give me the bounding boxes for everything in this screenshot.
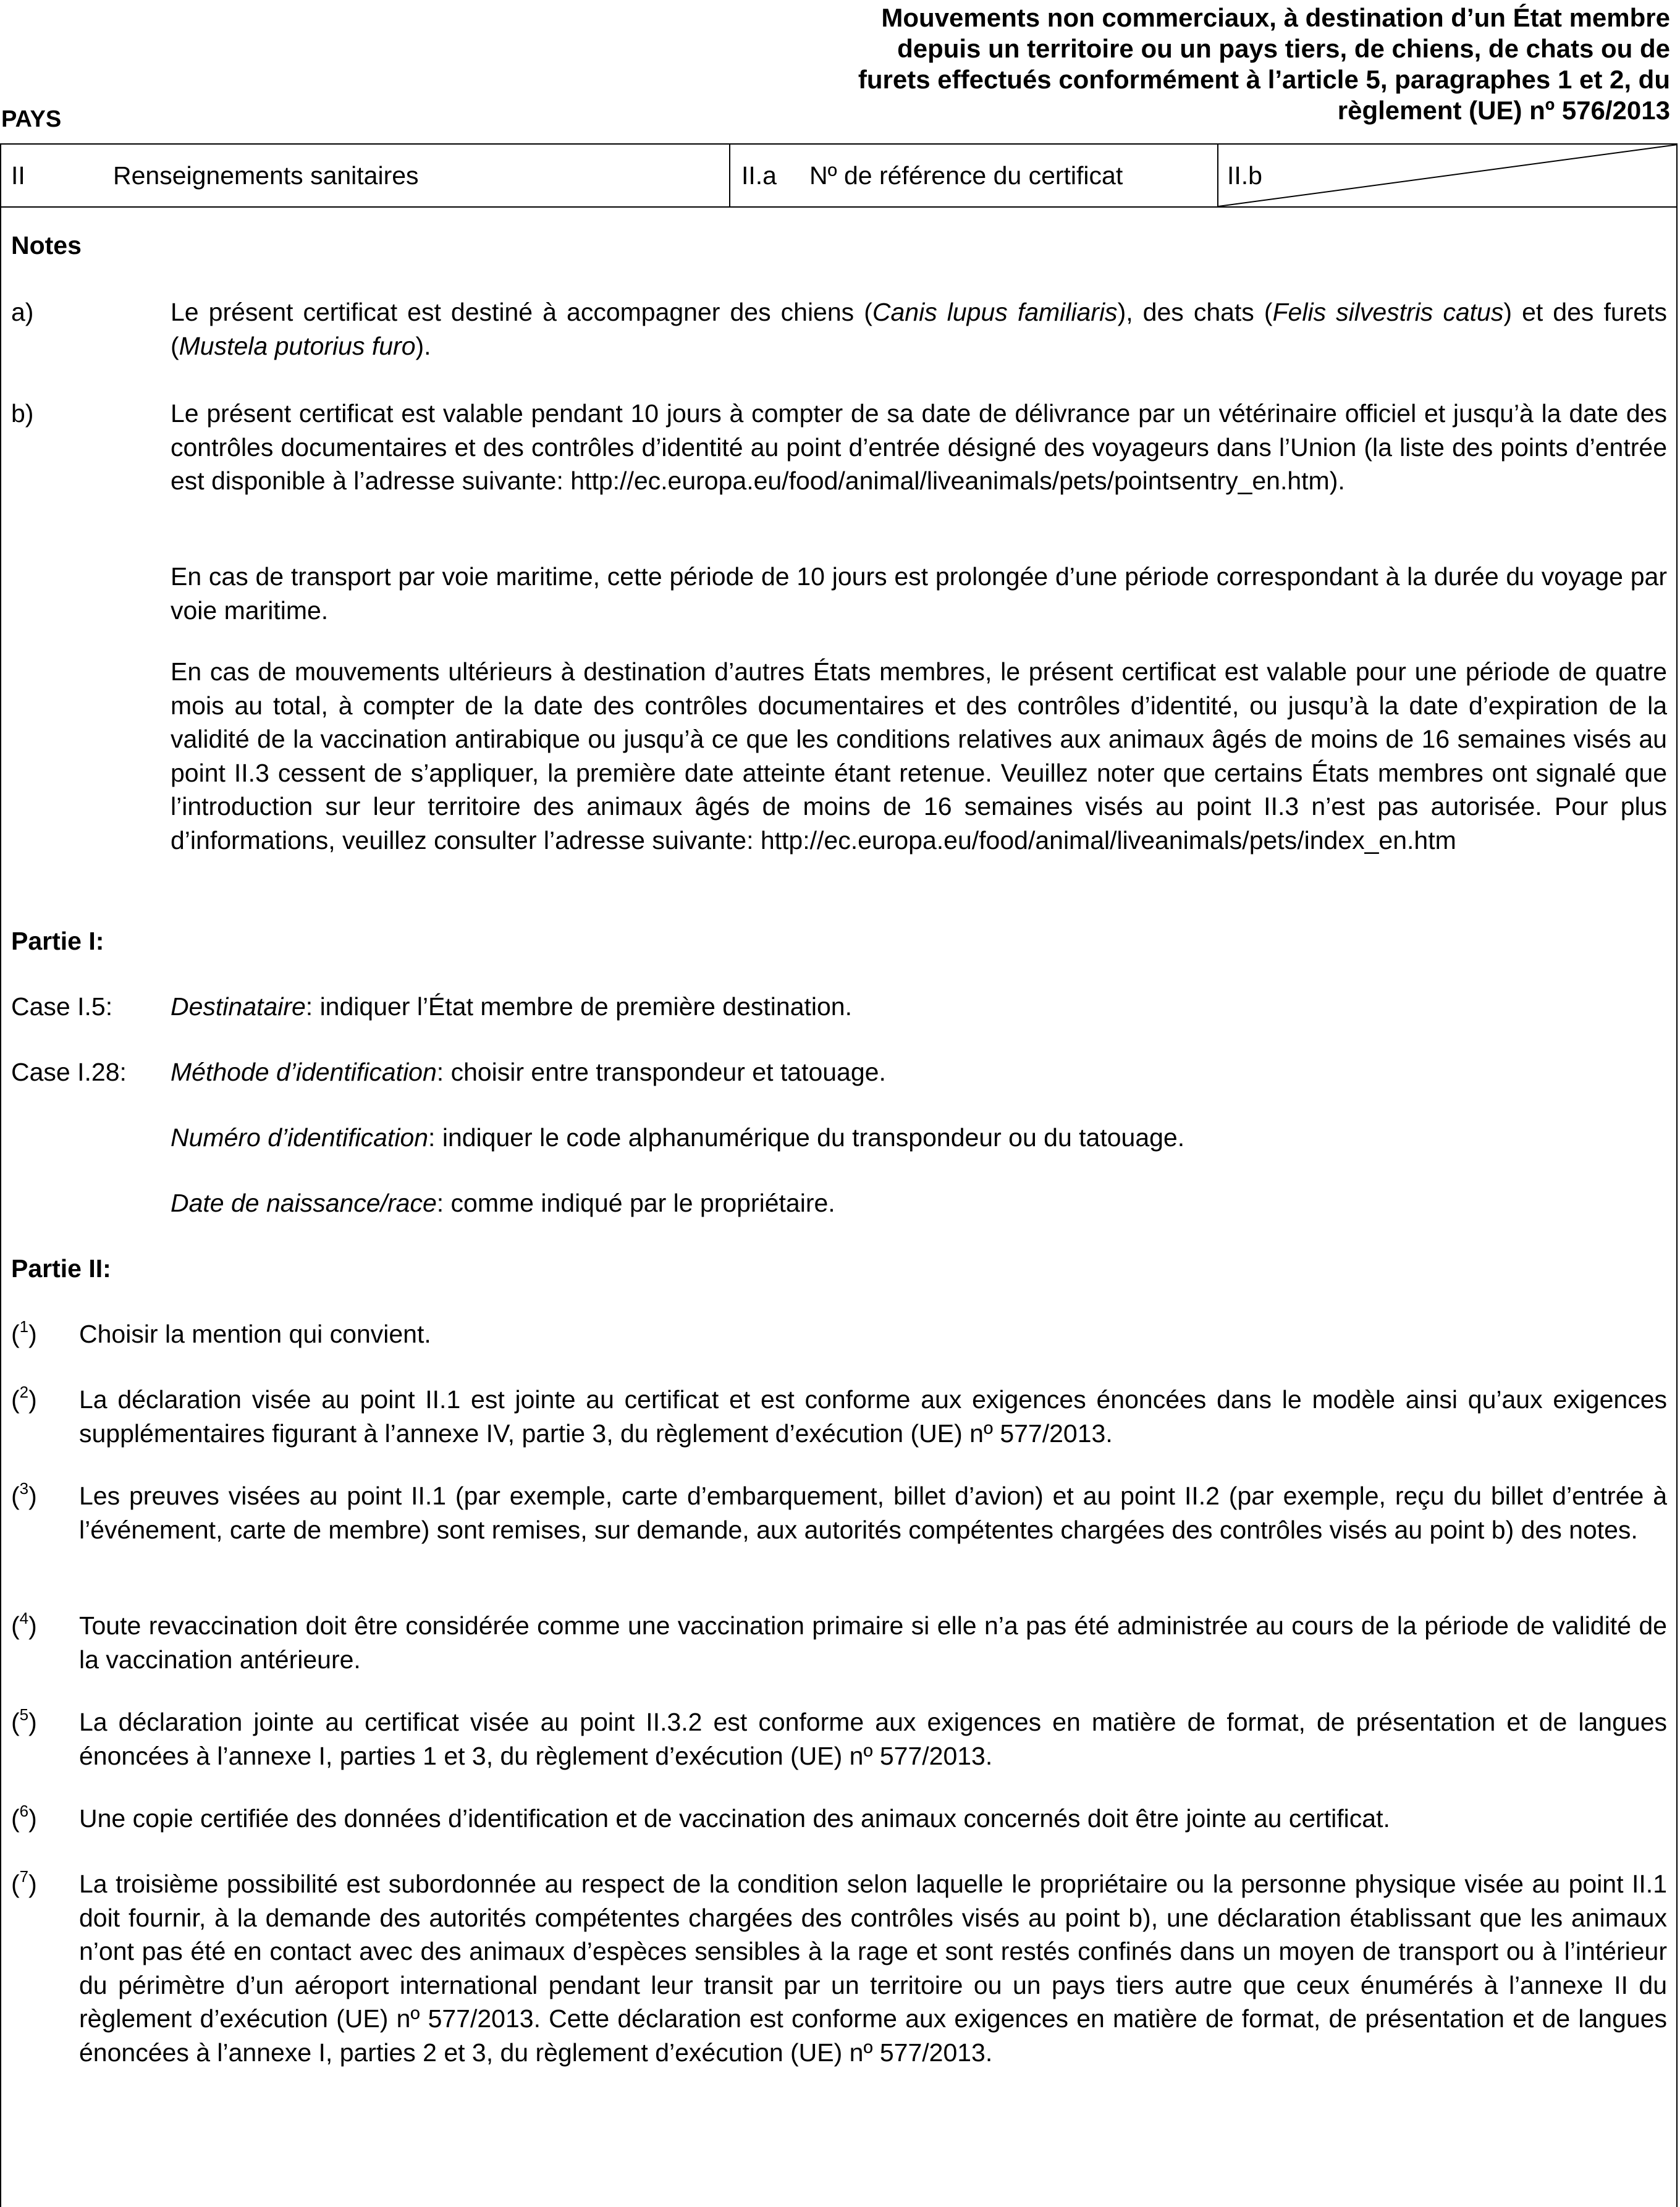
species-cat: Felis silvestris catus bbox=[1272, 298, 1504, 326]
note-a-label: a) bbox=[11, 298, 34, 326]
species-ferret: Mustela putorius furo bbox=[179, 331, 416, 360]
notes-content bbox=[0, 208, 1678, 2207]
title-line: furets effectués conformément à l’article 5, paragraphes 1 et 2, du bbox=[858, 65, 1670, 94]
footnote-marker: ($^1$) bbox=[11, 1317, 37, 1348]
note-b-paragraph-1: Le présent certificat est valable pendant 10 jours à compter de sa date de délivrance par un vétérinaire officiel et jusqu’à la date des contrôles documentaires et des contrôles d’identité au point d’entrée désigné des voyageurs dans l’Union (la liste des points d’entrée est disponible à l’adresse suivante: http://ec.europa.eu/food/animal/liveanimals/pets/pointsentry_en.htm). bbox=[171, 399, 1667, 495]
footnote-marker: ($^5$) bbox=[11, 1705, 37, 1736]
footnote-text: Une copie certifiée des données d’identification et de vaccination des animaux concernés doit être jointe au certificat. bbox=[79, 1804, 1390, 1833]
footnote-text: Toute revaccination doit être considérée comme une vaccination primaire si elle n’a pas été administrée au cours de la période de validité de la vaccination antérieure. bbox=[79, 1611, 1667, 1674]
diagonal-strike bbox=[1218, 145, 1678, 206]
species-dog: Canis lupus familiaris bbox=[872, 298, 1118, 326]
divider bbox=[729, 145, 730, 206]
title-line: Mouvements non commerciaux, à destination d’un État membre bbox=[881, 3, 1670, 32]
footnote-marker: ($^6$) bbox=[11, 1802, 37, 1833]
note-b-paragraph-3: En cas de mouvements ultérieurs à destination d’autres États membres, le présent certificat est valable pour une période de quatre mois au total, à compter de la date des contrôles documentaires et des contrôles d’identité, ou jusqu’à la date d’expiration de la validité de la vaccination antirabique ou jusqu’à ce que les conditions relatives aux animaux âgés de moins de 16 semaines visés au point II.3 cessent de s’appliquer, la première date atteinte étant retenue. Veuillez noter que certains États membres ont signalé que l’introduction sur leur territoire des animaux âgés de moins de 16 semaines visés au point II.3 n’est pas autorisée. Pour plus d’informations, veuillez consulter l’adresse suivante: http://ec.europa.eu/food/animal/liveanimals/pets/index_en.htm bbox=[171, 657, 1667, 855]
title-line: règlement (UE) nº 576/2013 bbox=[1337, 96, 1670, 125]
case-i5-text: Destinataire: indiquer l’État membre de première destination. bbox=[171, 992, 853, 1021]
footnote-text: Choisir la mention qui convient. bbox=[79, 1320, 431, 1348]
country-label: PAYS bbox=[1, 106, 62, 132]
note-b-label: b) bbox=[11, 399, 34, 428]
case-i5-label: Case I.5: bbox=[11, 992, 113, 1021]
case-i28-number: Numéro d’identification: indiquer le code alphanumérique du transpondeur ou du tatouage. bbox=[171, 1123, 1185, 1152]
document-title bbox=[706, 2, 1670, 126]
case-i28-birthdate: Date de naissance/race: comme indiqué par le propriétaire. bbox=[171, 1189, 835, 1217]
ref-code-a: II.a bbox=[741, 161, 777, 190]
partie-1-heading: Partie I: bbox=[11, 927, 104, 955]
title-line: depuis un territoire ou un pays tiers, de chiens, de chats ou de bbox=[897, 34, 1670, 63]
partie-2-heading: Partie II: bbox=[11, 1254, 111, 1283]
footnote-marker: ($^2$) bbox=[11, 1383, 37, 1414]
footnote-marker: ($^7$) bbox=[11, 1867, 37, 1898]
case-i28-method: Méthode d’identification: choisir entre transpondeur et tatouage. bbox=[171, 1058, 886, 1086]
section-title: Renseignements sanitaires bbox=[113, 161, 419, 190]
footnote-marker: ($^4$) bbox=[11, 1609, 37, 1640]
footnote-text: La déclaration jointe au certificat visée au point II.3.2 est conforme aux exigences en matière de format, de présentation et de langues énoncées à l’annexe I, parties 1 et 3, du règlement d’exécution (UE) nº 577/2013. bbox=[79, 1708, 1667, 1770]
certificate-info-row bbox=[0, 143, 1678, 208]
footnote-marker: ($^3$) bbox=[11, 1479, 37, 1510]
note-a-text: Le présent certificat est destiné à accompagner des chiens (Canis lupus familiaris), des chats (Felis silvestris catus) et des furets (Mustela putorius furo). bbox=[171, 298, 1668, 360]
footnote-text: Les preuves visées au point II.1 (par exemple, carte d’embarquement, billet d’avion) et au point II.2 (par exemple, reçu du billet d’entrée à l’événement, carte de membre) sont remises, sur demande, aux autorités compétentes chargées des contrôles visés au point b) des notes. bbox=[79, 1482, 1667, 1544]
ref-code-b: II.b bbox=[1227, 161, 1262, 190]
note-b-paragraph-2: En cas de transport par voie maritime, cette période de 10 jours est prolongée d’une période correspondant à la durée du voyage par voie maritime. bbox=[171, 562, 1667, 625]
section-number: II bbox=[11, 161, 25, 190]
footnote-text: La troisième possibilité est subordonnée au respect de la condition selon laquelle le propriétaire ou la personne physique visée au point II.1 doit fournir, à la demande des autorités compétentes chargées des contrôles visés au point b), une déclaration établissant que les animaux n’ont pas été en contact avec des animaux d’espèces sensibles à la rage et sont restés confinés dans un moyen de transport ou à l’intérieur du périmètre d’un aéroport international pendant leur transit par un territoire ou un pays tiers autre que ceux énumérés à l’annexe II du règlement d’exécution (UE) nº 577/2013. Cette déclaration est conforme aux exigences en matière de format, de présentation et de langues énoncées à l’annexe I, parties 2 et 3, du règlement d’exécution (UE) nº 577/2013. bbox=[79, 1870, 1667, 2067]
footnote-text: La déclaration visée au point II.1 est jointe au certificat et est conforme aux exigences énoncées dans le modèle ainsi qu’aux exigences supplémentaires figurant à l’annexe IV, partie 3, du règlement d’exécution (UE) nº 577/2013. bbox=[79, 1385, 1667, 1448]
case-i28-label: Case I.28: bbox=[11, 1058, 127, 1086]
ref-label: Nº de référence du certificat bbox=[809, 161, 1123, 190]
notes-heading: Notes bbox=[11, 231, 82, 260]
